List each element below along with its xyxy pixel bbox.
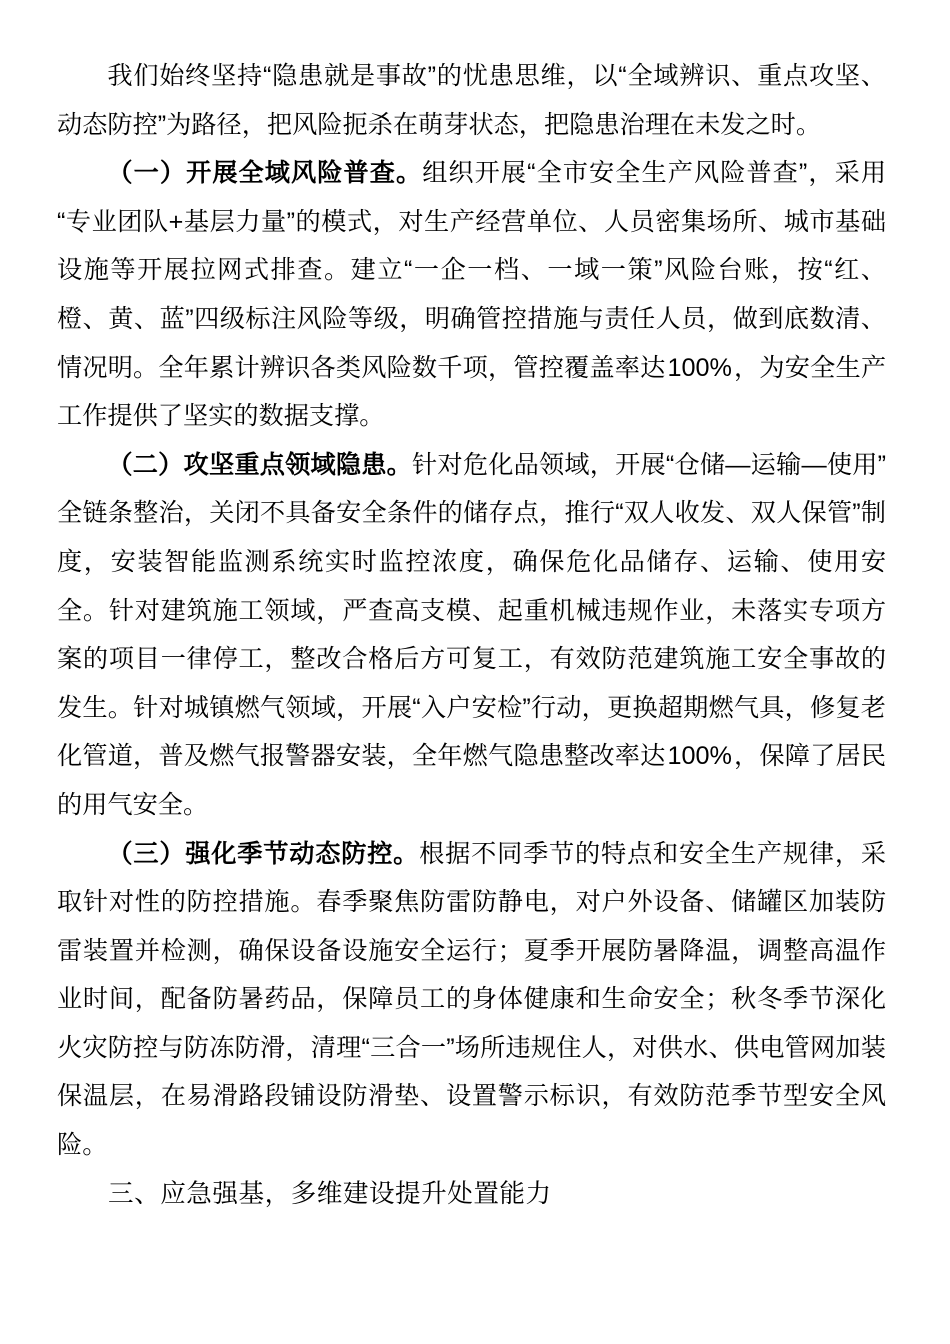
subsection-body-2a: 针对危化品领域，开展“仓储—运输—使用”全链条整治，关闭不具备安全条件的储存点，推行“双人收发、双人保管”制度，安装智能监测系统实时监控浓度，确保危化品储存、运输、使用安全。针对建筑施工领域，严查高支模、起重机械违规作业，未落实专项方案的项目一律停工，整改合格后方可复工，有效防范建筑施工安全事故的发生。针对城镇燃气领域，开展“入户安检”行动，更换超期燃气具，修复老化管道，普及燃气报警器安装，全年燃气隐患整改率达 [57,450,886,771]
subsection-label-1: （一）开展全域风险普查。 [107,159,423,188]
subsection-body-1b: ，为安全生产工作提供了坚实的数据支撑。 [57,353,887,431]
intro-paragraph [57,52,886,149]
subsection-label-3: （三）强化季节动态防控。 [107,839,420,868]
subsection-body-1a: 组织开展“全市安全生产风险普查”，采用“专业团队+基层力量”的模式，对生产经营单位、人员密集场所、城市基础设施等开展拉网式排查。建立“一企一档、一域一策”风险台账，按“红、橙、黄、蓝”四级标注风险等级，明确管控措施与责任人员，做到底数清、情况明。全年累计辨识各类风险数千项，管控覆盖率达 [57,159,887,382]
subsection-paragraph-2 [57,441,886,830]
subsection-body-2b: ，保障了居民的用气安全。 [57,742,887,819]
section-heading-three [57,1170,886,1219]
document-body [57,52,886,1218]
subsection-label-2: （二）攻坚重点领域隐患。 [107,450,413,479]
section-heading-three-text: 三、应急强基，多维建设提升处置能力 [108,1178,552,1208]
subsection-body-3a: 根据不同季节的特点和安全生产规律，采取针对性的防控措施。春季聚焦防雷防静电，对户外设备、储罐区加装防雷装置并检测，确保设备设施安全运行；夏季开展防暑降温，调整高温作业时间，配备防暑药品，保障员工的身体健康和生命安全；秋冬季节深化火灾防控与防冻防滑，清理“三合一”场所违规住人，对供水、供电管网加装保温层，在易滑路段铺设防滑垫、设置警示标识，有效防范季节型安全风险。 [57,839,887,1160]
subsection-paragraph-3 [57,830,886,1170]
rectification-rate-value-2: 100% [667,742,732,771]
coverage-rate-value-1: 100% [667,353,732,382]
intro-paragraph-text: 我们始终坚持“隐患就是事故”的忧患思维，以“全域辨识、重点攻坚、动态防控”为路径，把风险扼杀在萌芽状态，把隐患治理在未发之时。 [57,62,886,139]
subsection-paragraph-1 [57,149,886,441]
